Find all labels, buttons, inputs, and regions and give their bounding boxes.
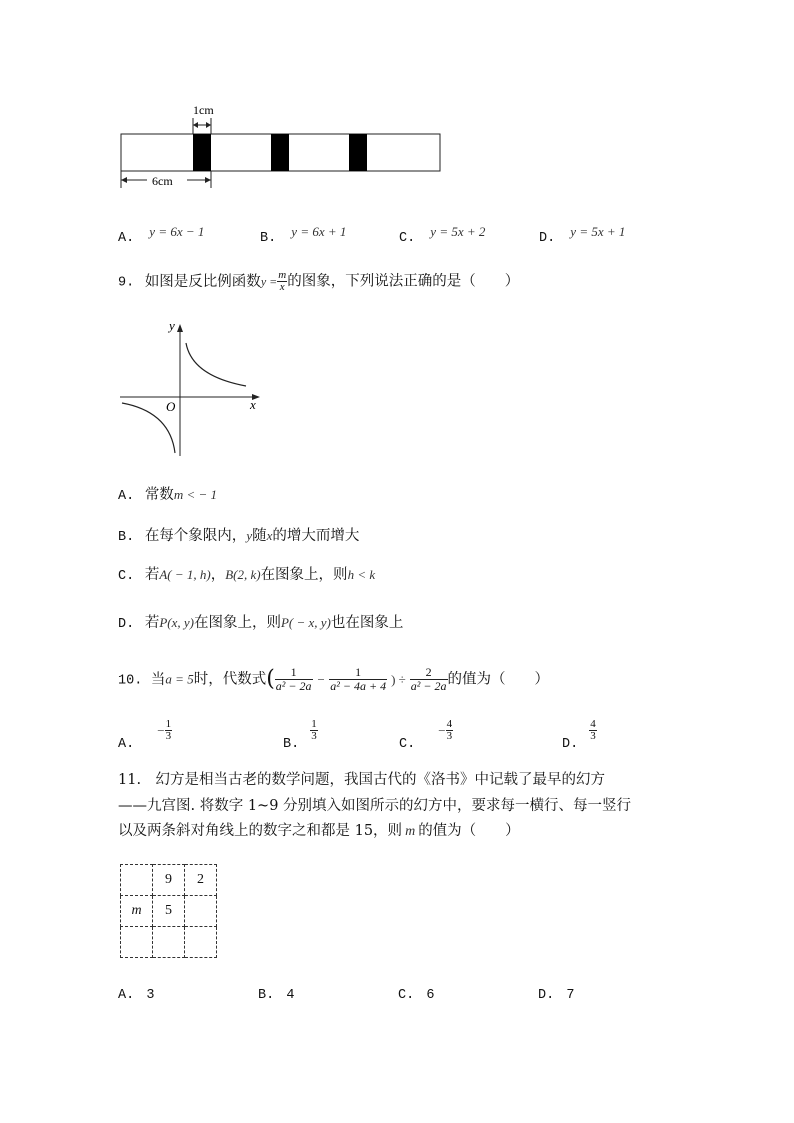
option-text: ， xyxy=(210,567,226,583)
q11-option-b[interactable] xyxy=(258,988,294,1003)
question-text: 的图象，下列说法正确的是（ ） xyxy=(287,273,520,290)
question-10-stem: 10. 当a = 5时，代数式( $\frac{1}{\text{a² − 2a}}$ − $\frac{1}{\text{a² − 4a + 4}}$ ) ÷ $\frac{2}{\text{a² − 2a}}$ 的值为（ ） xyxy=(118,665,549,693)
math-expression: a = 5 xyxy=(165,671,194,687)
q9-option-c[interactable] xyxy=(118,566,375,586)
q10-option-d[interactable] xyxy=(562,719,597,752)
option-letter: B. xyxy=(283,737,300,752)
grid-cell: 9 xyxy=(153,865,185,896)
sign: − xyxy=(157,723,165,738)
magic-square-grid xyxy=(120,864,217,958)
y-axis-arrow-icon xyxy=(177,324,183,332)
hyperbola-branch-quadrant-1 xyxy=(186,343,246,386)
question-number: 9. xyxy=(118,275,135,291)
grid-cell xyxy=(121,927,153,958)
option-expression: y = 6x − 1 xyxy=(149,224,205,239)
question-text: 如图是反比例函数 xyxy=(144,273,261,290)
q10-option-a[interactable] xyxy=(118,719,172,752)
grid-row xyxy=(121,896,217,927)
question-text: 时，代数式 xyxy=(193,671,267,688)
option-letter: C. xyxy=(399,737,416,752)
q8-option-d[interactable] xyxy=(539,224,625,246)
question-text: 以及两条斜对角线上的数字之和都是 15，则 xyxy=(118,823,403,839)
question-text: 当 xyxy=(150,671,166,688)
question-11-line-2: ——九宫图. 将数字 1~9 分别填入如图所示的幻方中，要求每一横行、每一竖行 xyxy=(118,798,632,814)
option-letter: C. xyxy=(399,231,416,246)
sign: − xyxy=(438,723,446,738)
question-11-line-1: 11. 幻方是相当古老的数学问题，我国古代的《洛书》中记载了最早的幻方 xyxy=(118,772,606,788)
fraction-m-over-x: $\frac{m}{x}$ xyxy=(278,269,287,293)
option-letter: B. xyxy=(118,530,135,545)
q11-option-a[interactable] xyxy=(118,988,154,1003)
q8-option-b[interactable] xyxy=(260,224,346,246)
minus-sign: − xyxy=(316,671,326,687)
q11-option-c[interactable] xyxy=(398,988,434,1003)
math-expression: y = xyxy=(260,274,278,289)
q9-option-a[interactable] xyxy=(118,486,217,506)
question-11-line-3 xyxy=(118,822,520,841)
option-value: 7 xyxy=(566,988,575,1003)
math-expression: y xyxy=(246,528,253,543)
option-letter: D. xyxy=(118,617,135,632)
option-text: 在每个象限内， xyxy=(144,528,247,544)
q8-option-a[interactable] xyxy=(118,224,204,246)
math-expression: B(2, k) xyxy=(225,567,261,582)
math-expression: x xyxy=(266,528,273,543)
grid-cell xyxy=(185,896,217,927)
q10-option-b[interactable] xyxy=(283,719,318,752)
q9-option-d[interactable] xyxy=(118,614,403,634)
question-number: 10. xyxy=(118,673,143,689)
option-value: 6 xyxy=(426,988,435,1003)
divide-sign: ) ÷ xyxy=(391,671,406,687)
math-variable: m xyxy=(405,824,416,839)
option-letter: D. xyxy=(562,737,579,752)
strip-bottom-label: 6cm xyxy=(152,174,173,188)
arrow-left-icon xyxy=(193,122,198,128)
option-letter: D. xyxy=(538,988,555,1003)
arrow-right-icon xyxy=(206,122,211,128)
question-text: 的值为（ ） xyxy=(418,823,520,839)
math-expression: m < − 1 xyxy=(173,487,217,502)
grid-row xyxy=(121,927,217,958)
origin-label: O xyxy=(166,399,176,414)
option-value: 4 xyxy=(286,988,295,1003)
grid-cell xyxy=(153,927,185,958)
q9-option-b[interactable] xyxy=(118,527,359,547)
option-letter: C. xyxy=(118,569,135,584)
q8-option-c[interactable] xyxy=(399,224,485,246)
q10-option-c[interactable] xyxy=(399,719,453,752)
strip-figure xyxy=(110,98,450,194)
option-text: 也在图象上 xyxy=(330,615,404,631)
option-letter: B. xyxy=(258,988,275,1003)
option-letter: A. xyxy=(118,231,135,246)
option-letter: C. xyxy=(398,988,415,1003)
grid-cell xyxy=(121,865,153,896)
option-text: 随 xyxy=(252,528,267,544)
grid-row xyxy=(121,865,217,896)
option-letter: D. xyxy=(539,231,556,246)
hyperbola-graph xyxy=(112,316,272,462)
math-expression: h < k xyxy=(347,567,376,582)
black-band-3 xyxy=(349,134,367,171)
option-text: 常数 xyxy=(144,487,174,503)
y-axis-label: y xyxy=(169,318,175,333)
q11-option-d[interactable] xyxy=(538,988,574,1003)
option-expression: y = 5x + 1 xyxy=(570,224,626,239)
question-9-stem xyxy=(118,270,519,293)
fraction-2: $\frac{1}{\text{a² − 4a + 4}}$ xyxy=(330,665,387,693)
answer-fraction: $\frac{4}{3}$ xyxy=(446,718,453,742)
black-band-2 xyxy=(271,134,289,171)
math-expression: A( − 1, h) xyxy=(159,567,211,582)
option-text: 在图象上，则 xyxy=(193,615,281,631)
answer-fraction: $\frac{1}{3}$ xyxy=(311,718,317,742)
option-text: 的增大而增大 xyxy=(272,528,360,544)
fraction-1: $\frac{1}{\text{a² − 2a}}$ xyxy=(275,665,312,693)
option-letter: A. xyxy=(118,988,135,1003)
x-axis-label: x xyxy=(250,397,256,412)
option-text: 若 xyxy=(144,567,160,583)
grid-cell: 5 xyxy=(153,896,185,927)
math-expression: P( − x, y) xyxy=(280,615,331,630)
grid-cell: m xyxy=(121,896,153,927)
grid-cell xyxy=(185,927,217,958)
black-band-1 xyxy=(193,134,211,171)
option-text: 在图象上，则 xyxy=(260,567,348,583)
option-letter: A. xyxy=(118,489,135,504)
option-expression: y = 5x + 2 xyxy=(430,224,486,239)
option-value: 3 xyxy=(146,988,155,1003)
fraction-3: $\frac{2}{\text{a² − 2a}}$ xyxy=(410,665,447,693)
question-text: 的值为（ ） xyxy=(447,671,549,688)
option-letter: A. xyxy=(118,737,135,752)
answer-fraction: $\frac{4}{3}$ xyxy=(590,718,596,742)
option-letter: B. xyxy=(260,231,277,246)
grid-cell: 2 xyxy=(185,865,217,896)
option-text: 若 xyxy=(144,615,160,631)
strip-top-label: 1cm xyxy=(193,103,214,117)
answer-fraction: $\frac{1}{3}$ xyxy=(165,718,172,742)
math-expression: P(x, y) xyxy=(159,615,194,630)
option-expression: y = 6x + 1 xyxy=(291,224,347,239)
